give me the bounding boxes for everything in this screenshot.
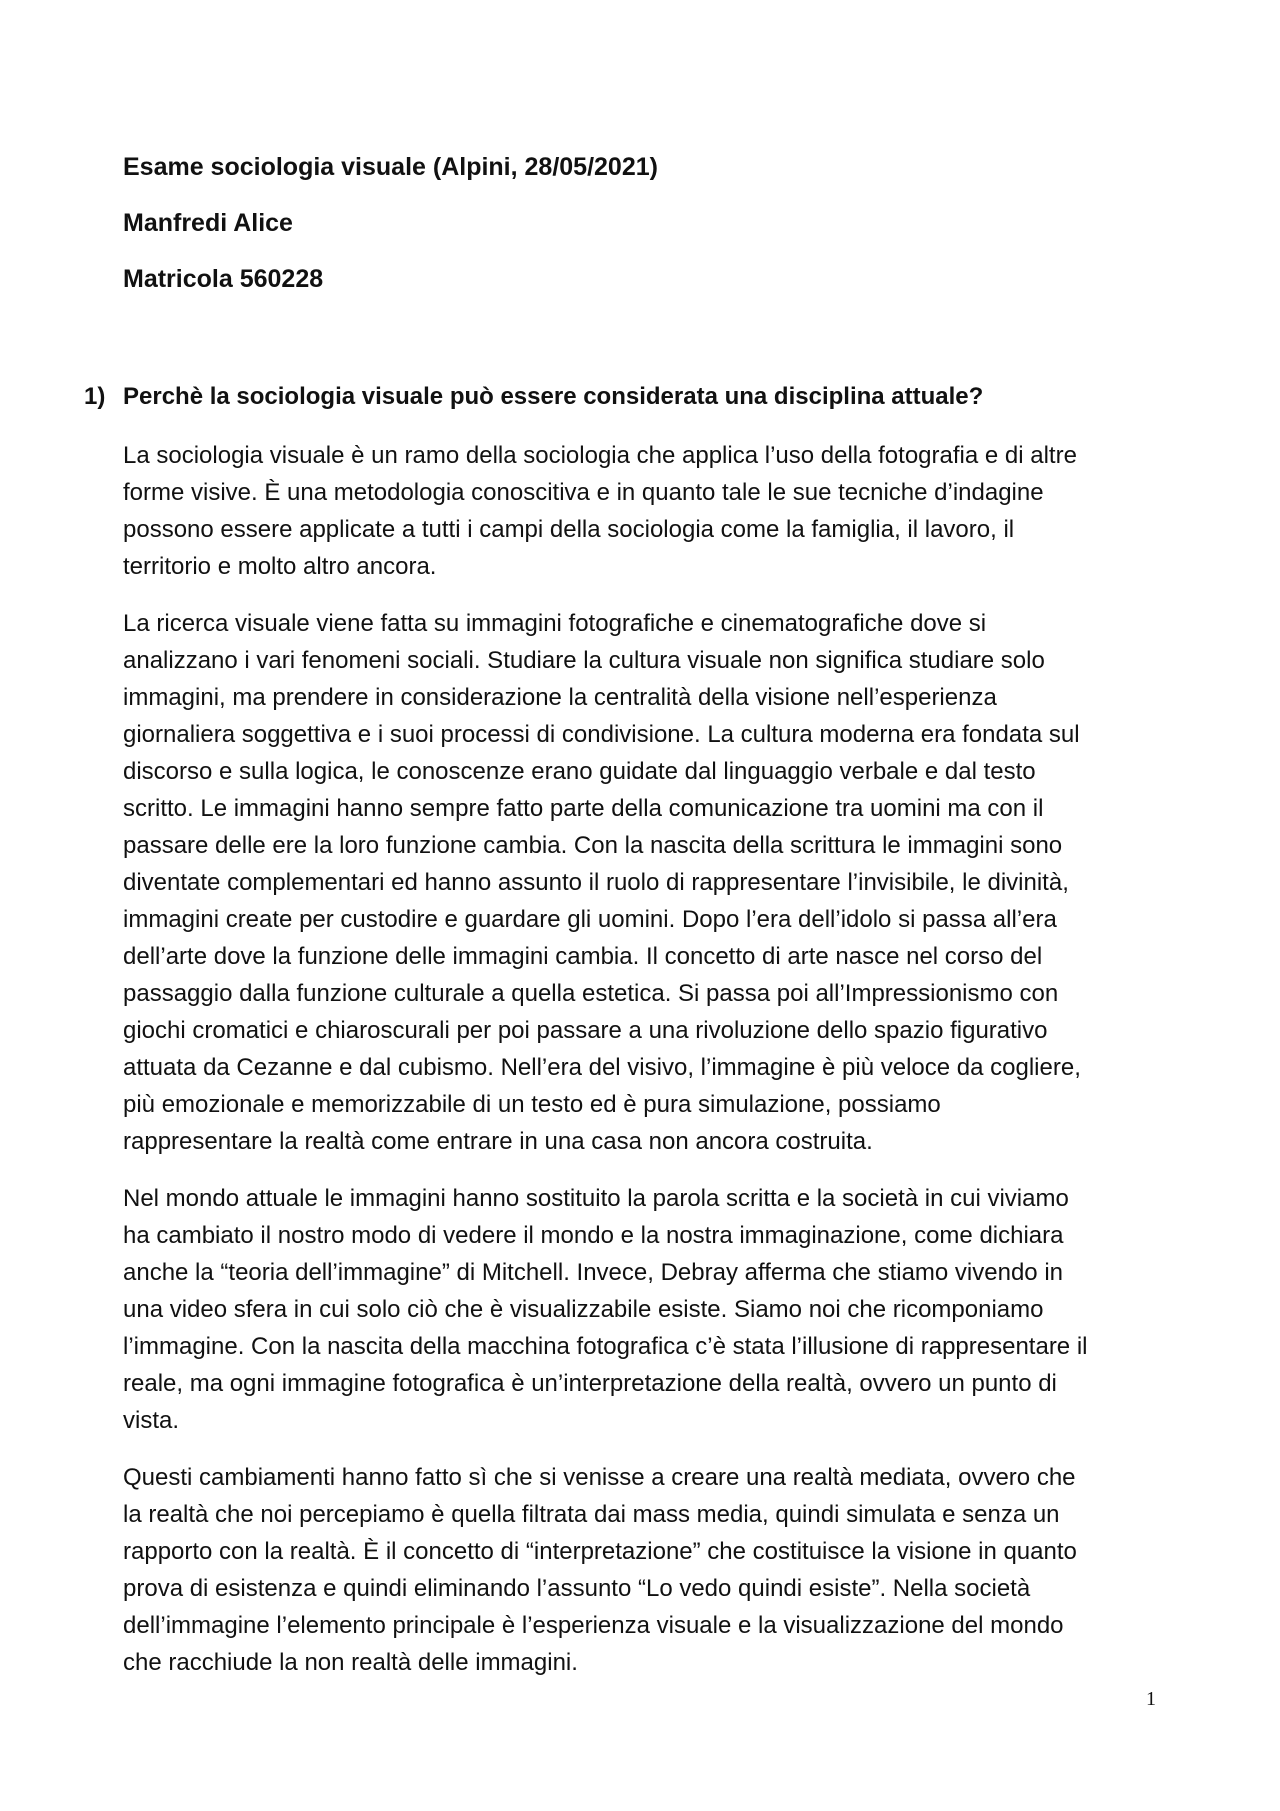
text-line: vista. [123, 1407, 180, 1434]
text-line: possono essere applicate a tutti i campi della sociologia come la famiglia, il lavoro, il [123, 516, 1015, 543]
text-line: forme visive. È una metodologia conoscitiva e in quanto tale le sue tecniche d’indagine [123, 479, 1044, 506]
text-line: discorso e sulla logica, le conoscenze erano guidate dal linguaggio verbale e dal testo [123, 758, 1036, 785]
text-line: immagini create per custodire e guardare gli uomini. Dopo l’era dell’idolo si passa all’era [123, 906, 1057, 933]
text-line: Questi cambiamenti hanno fatto sì che si venisse a creare una realtà mediata, ovvero che [123, 1464, 1076, 1491]
text-line: immagini, ma prendere in considerazione la centralità della visione nell’esperienza [123, 684, 997, 711]
document-header [123, 152, 1163, 320]
text-line: diventate complementari ed hanno assunto il ruolo di rappresentare l’invisibile, le divinità, [123, 869, 1069, 896]
text-line: l’immagine. Con la nascita della macchina fotografica c’è stata l’illusione di rappresentare il [123, 1333, 1088, 1360]
text-line: che racchiude la non realtà delle immagini. [123, 1649, 578, 1676]
text-line: giornaliera soggettiva e i suoi processi di condivisione. La cultura moderna era fondata sul [123, 721, 1080, 748]
text-line: dell’immagine l’elemento principale è l’esperienza visuale e la visualizzazione del mondo [123, 1612, 1064, 1639]
text-line: La sociologia visuale è un ramo della sociologia che applica l’uso della fotografia e di altre [123, 442, 1077, 469]
text-line: dell’arte dove la funzione delle immagini cambia. Il concetto di arte nasce nel corso del [123, 943, 1043, 970]
text-line: La ricerca visuale viene fatta su immagini fotografiche e cinematografiche dove si [123, 610, 987, 637]
text-line: scritto. Le immagini hanno sempre fatto parte della comunicazione tra uomini ma con il [123, 795, 1044, 822]
text-line: passaggio dalla funzione culturale a quella estetica. Si passa poi all’Impressionismo con [123, 980, 1059, 1007]
answer-body [123, 437, 1163, 1701]
text-line: più emozionale e memorizzabile di un testo ed è pura simulazione, possiamo [123, 1091, 941, 1118]
exam-title: Esame sociologia visuale (Alpini, 28/05/2021) [123, 153, 658, 181]
question-number: 1) [84, 383, 106, 410]
answer-paragraph [123, 1459, 1163, 1681]
student-name: Manfredi Alice [123, 209, 293, 237]
text-line: la realtà che noi percepiamo è quella filtrata dai mass media, quindi simulata e senza un [123, 1501, 1060, 1528]
text-line: rappresentare la realtà come entrare in una casa non ancora costruita. [123, 1128, 873, 1155]
text-line: attuata da Cezanne e dal cubismo. Nell’era del visivo, l’immagine è più veloce da cogliere, [123, 1054, 1081, 1081]
text-line: Nel mondo attuale le immagini hanno sostituito la parola scritta e la società in cui viviamo [123, 1185, 1069, 1212]
text-line: territorio e molto altro ancora. [123, 553, 437, 580]
answer-paragraph [123, 1180, 1163, 1439]
text-line: anche la “teoria dell’immagine” di Mitchell. Invece, Debray afferma che stiamo vivendo in [123, 1259, 1063, 1286]
text-line: ha cambiato il nostro modo di vedere il mondo e la nostra immaginazione, come dichiara [123, 1222, 1064, 1249]
question-text: Perchè la sociologia visuale può essere considerata una disciplina attuale? [123, 383, 984, 410]
question-1 [84, 381, 1184, 412]
text-line: passare delle ere la loro funzione cambia. Con la nascita della scrittura le immagini sono [123, 832, 1063, 859]
text-line: analizzano i vari fenomeni sociali. Studiare la cultura visuale non significa studiare solo [123, 647, 1045, 674]
text-line: una video sfera in cui solo ciò che è visualizzabile esiste. Siamo noi che ricomponiamo [123, 1296, 1044, 1323]
text-line: prova di esistenza e quindi eliminando l’assunto “Lo vedo quindi esiste”. Nella società [123, 1575, 1031, 1602]
answer-paragraph [123, 437, 1163, 585]
student-id: Matricola 560228 [123, 265, 324, 293]
text-line: giochi cromatici e chiaroscurali per poi passare a una rivoluzione dello spazio figurativo [123, 1017, 1048, 1044]
text-line: rapporto con la realtà. È il concetto di “interpretazione” che costituisce la visione in quanto [123, 1538, 1077, 1565]
answer-paragraph [123, 605, 1163, 1160]
text-line: reale, ma ogni immagine fotografica è un’interpretazione della realtà, ovvero un punto di [123, 1370, 1057, 1397]
page-number: 1 [1146, 1688, 1156, 1710]
